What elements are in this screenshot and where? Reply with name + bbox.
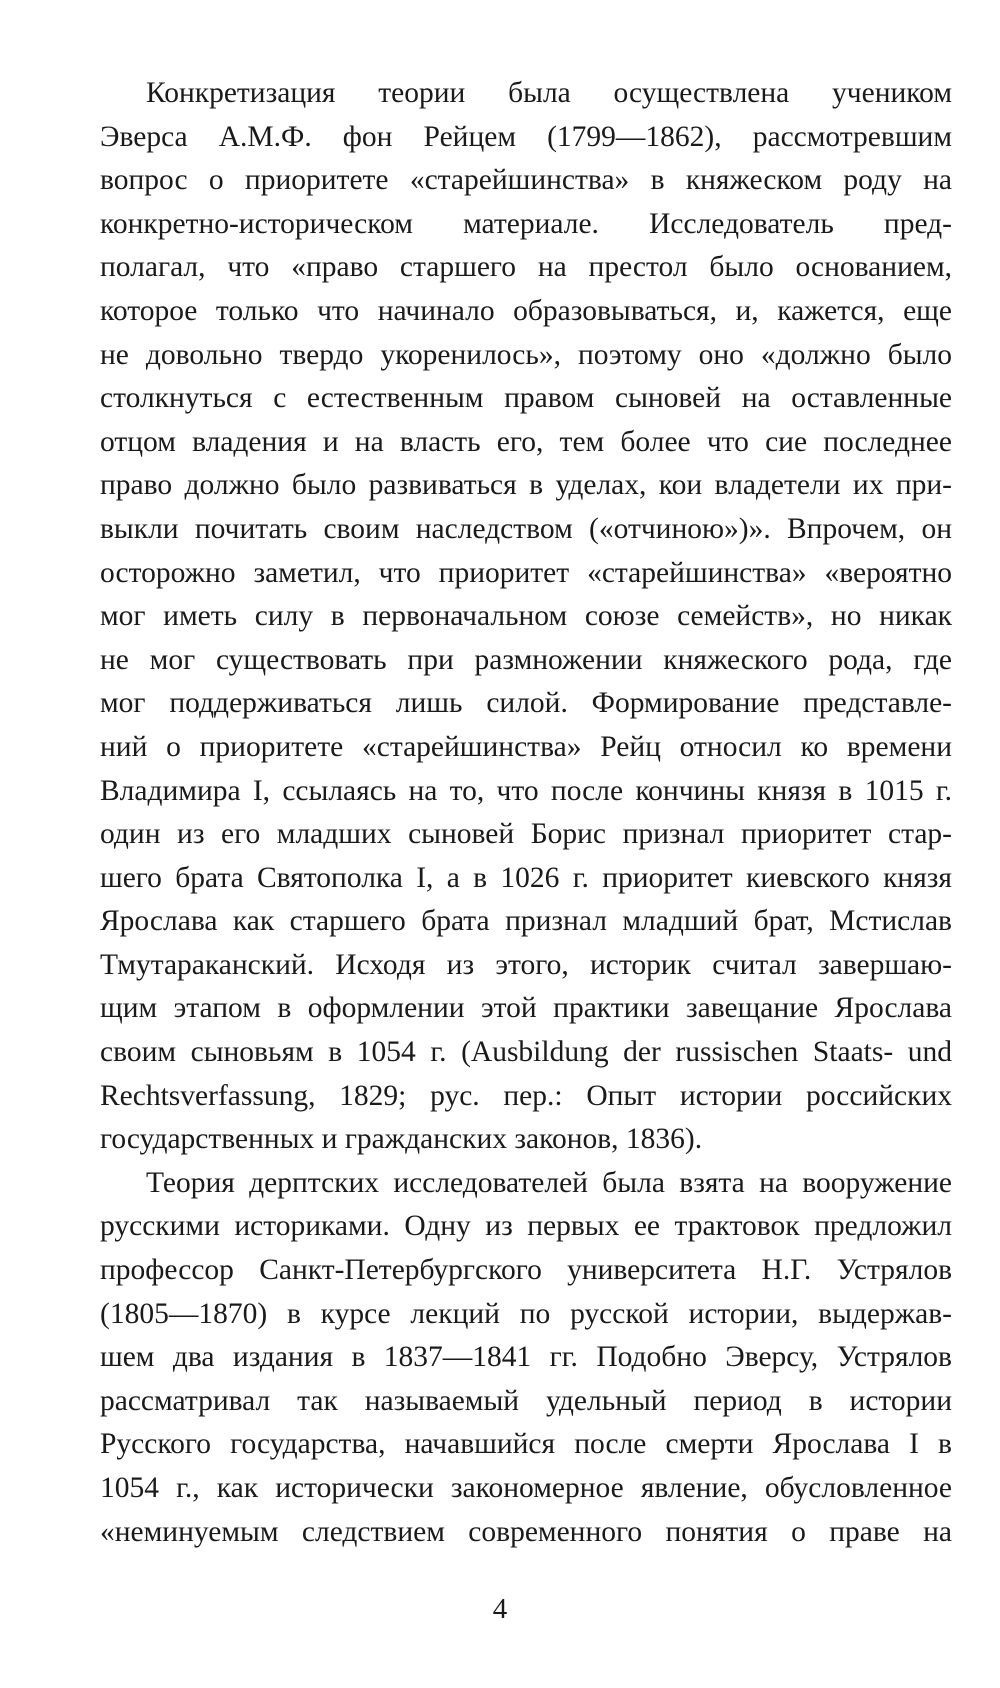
text-line: своим сыновьям в 1054 г. (Ausbildung der russischen Staats- und bbox=[100, 1036, 952, 1069]
paragraph-2 bbox=[100, 1162, 952, 1554]
text-line: не довольно твердо укоренилось», поэтому оно «должно было bbox=[100, 338, 952, 371]
text-line: рассматривал так называемый удельный период в истории bbox=[100, 1384, 952, 1417]
text-line: мог поддерживаться лишь силой. Формирование представле- bbox=[100, 687, 952, 720]
text-line: Русского государства, начавшийся после смерти Ярослава I в bbox=[100, 1428, 952, 1461]
text-line: государственных и гражданских законов, 1836). bbox=[100, 1123, 703, 1156]
page-number: 4 bbox=[492, 1593, 508, 1625]
text-line: право должно было развиваться в уделах, кои владетели их при- bbox=[100, 469, 952, 502]
paragraph-1 bbox=[100, 72, 952, 1162]
text-line: шего брата Святополка I, а в 1026 г. приоритет киевского князя bbox=[100, 861, 952, 894]
text-line: мог иметь силу в первоначальном союзе семейств», но никак bbox=[100, 600, 952, 633]
text-line: Эверса А.М.Ф. фон Рейцем (1799—1862), рассмотревшим bbox=[100, 120, 952, 153]
text-line: которое только что начинало образовываться, и, кажется, еще bbox=[100, 294, 952, 327]
text-line: вопрос о приоритете «старейшинства» в княжеском роду на bbox=[100, 164, 952, 197]
text-line: осторожно заметил, что приоритет «старейшинства» «вероятно bbox=[100, 556, 952, 589]
text-line: конкретно-историческом материале. Исследователь пред- bbox=[100, 207, 952, 240]
text-line: Владимира I, ссылаясь на то, что после кончины князя в 1015 г. bbox=[100, 774, 952, 807]
text-line: Теория дерптских исследователей была взята на вооружение bbox=[146, 1166, 952, 1199]
text-line: щим этапом в оформлении этой практики завещание Ярослава bbox=[100, 992, 952, 1025]
text-line: не мог существовать при размножении княжеского рода, где bbox=[100, 643, 952, 676]
text-line: (1805—1870) в курсе лекций по русской истории, выдержав- bbox=[100, 1297, 952, 1330]
text-line: столкнуться с естественным правом сыновей на оставленные bbox=[100, 382, 952, 415]
text-line: Конкретизация теории была осуществлена учеником bbox=[146, 77, 952, 109]
text-line: Ярослава как старшего брата признал младший брат, Мстислав bbox=[100, 905, 952, 938]
text-line: отцом владения и на власть его, тем более что сие последнее bbox=[100, 425, 952, 458]
text-line: 1054 г., как исторически закономерное явление, обусловленное bbox=[100, 1472, 952, 1504]
text-line: шем два издания в 1837—1841 гг. Подобно Эверсу, Устрялов bbox=[100, 1341, 952, 1374]
text-line: ний о приоритете «старейшинства» Рейц относил ко времени bbox=[100, 730, 952, 763]
body-text bbox=[100, 72, 952, 1554]
text-line: полагал, что «право старшего на престол было основанием, bbox=[100, 251, 952, 284]
text-line: Тмутараканский. Исходя из этого, историк считал завершаю- bbox=[100, 948, 952, 981]
text-line: профессор Санкт-Петербургского университета Н.Г. Устрялов bbox=[100, 1254, 952, 1287]
text-line: один из его младших сыновей Борис признал приоритет стар- bbox=[100, 818, 952, 851]
text-line: выкли почитать своим наследством («отчиною»)». Впрочем, он bbox=[100, 512, 952, 545]
text-line: русскими историками. Одну из первых ее трактовок предложил bbox=[100, 1210, 952, 1243]
text-line: «неминуемым следствием современного понятия о праве на bbox=[100, 1515, 952, 1548]
text-line: Rechtsverfassung, 1829; рус. пер.: Опыт истории российских bbox=[100, 1079, 952, 1112]
